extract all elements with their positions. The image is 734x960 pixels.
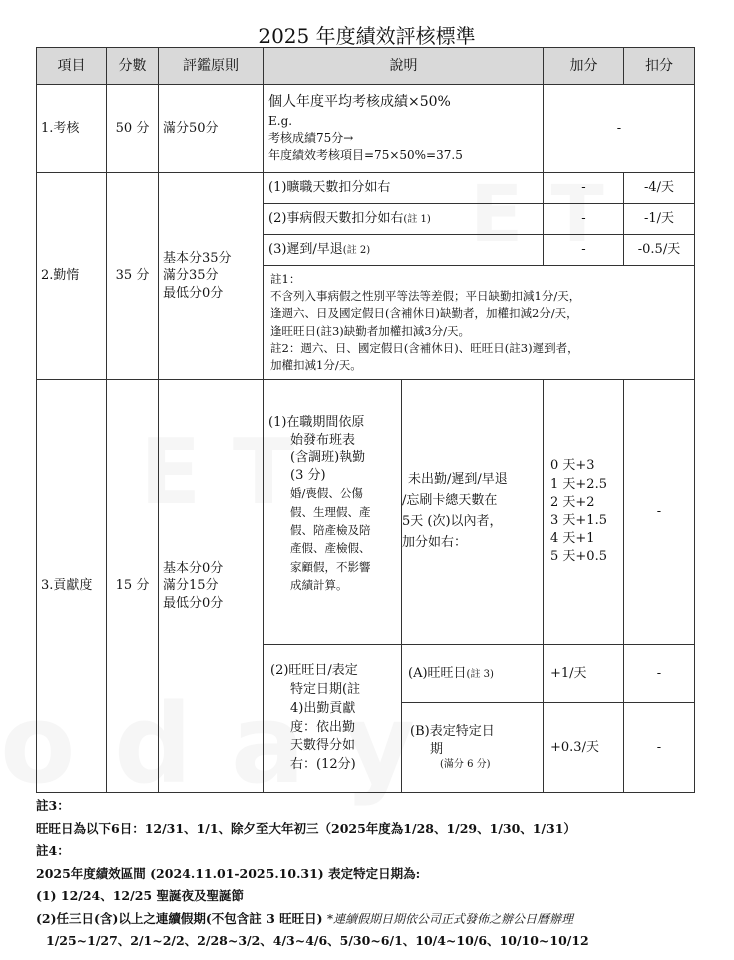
- subrow-label: [264, 204, 544, 235]
- minus-cell: -4/天: [624, 173, 695, 204]
- criteria-line: 天數得分如: [290, 738, 356, 754]
- criteria-line: (3 分): [290, 467, 326, 483]
- header-plus: 加分: [544, 48, 624, 85]
- header-minus: 扣分: [624, 48, 695, 85]
- note-line: 註2：週六、日、國定假日(含補休日)、旺旺日(註3)遲到者，: [270, 340, 579, 355]
- special-day-criteria: [264, 645, 402, 793]
- note-line: 註1：: [270, 271, 301, 286]
- exemption-line: 婚/喪假、公傷: [290, 486, 363, 501]
- criteria-line: 4)出勤貢獻: [290, 700, 356, 716]
- condition-line: 加分如右：: [402, 534, 468, 550]
- subrow-note: (註 1): [403, 214, 431, 226]
- note4-line: [36, 908, 716, 931]
- minus-cell: -: [624, 703, 695, 793]
- page-title: 2025 年度績效評核標準: [258, 24, 476, 48]
- score-cell: 50 分: [107, 85, 159, 173]
- score-cell: 15 分: [107, 380, 159, 793]
- desc-line: 年度績效考核項目=75×50%=37.5: [268, 148, 463, 163]
- plus-line: 5 天+0.5: [550, 549, 607, 565]
- plus-cell: -: [544, 204, 624, 235]
- header-principle: 評鑑原則: [159, 48, 264, 85]
- subrow-text: (2)事病假天數扣分如右: [268, 211, 404, 227]
- header-description: 說明: [264, 48, 544, 85]
- plus-cell: -: [544, 235, 624, 266]
- minus-cell: -1/天: [624, 204, 695, 235]
- scheduled-day-cell: [402, 703, 544, 793]
- note4-dates: 1/25~1/27、2/1~2/2、2/28~3/2、4/3~4/6、5/30~6/1、10/4~10/6、10/10~10/12: [46, 933, 589, 948]
- note3-title: 註3：: [36, 798, 70, 813]
- scheduled-label: 期: [430, 741, 444, 757]
- note4-line-text: (2)任三日(含)以上之連續假期(不包含註 3 旺旺日): [36, 910, 323, 926]
- item-cell: 3.貢獻度: [37, 380, 107, 793]
- criteria-line: 右：(12分): [290, 757, 356, 773]
- principle-line: 滿分35分: [163, 268, 219, 284]
- note-line: 加權扣減1分/天。: [270, 358, 362, 372]
- principle-line: 滿分15分: [163, 578, 219, 594]
- note4-line-remark: *連續假期日期依公司正式發佈之辦公日曆辦理: [326, 911, 573, 926]
- subrow-label: [264, 235, 544, 266]
- item-cell: 2.勤惰: [37, 173, 107, 380]
- criteria-line: 度：依出勤: [290, 719, 356, 735]
- note3-text: 旺旺日為以下6日：12/31、1/1、除夕至大年初三（2025年度為1/28、1/29、1/30、1/31）: [36, 820, 576, 836]
- subrow-label: [264, 173, 544, 204]
- plus-line: 2 天+2: [550, 494, 595, 510]
- exemption-line: 產假、產檢假、: [290, 541, 371, 556]
- condition-line: 5天 (次)以內者，: [402, 514, 503, 529]
- note4-line: 2025年度績效區間 (2024.11.01-2025.10.31) 表定特定日期為:: [36, 865, 421, 881]
- wangwang-day-cell: [402, 645, 544, 703]
- scheduled-note: (滿分 6 分): [440, 759, 491, 771]
- item-cell: 1.考核: [37, 85, 107, 173]
- wangwang-note: (註 3): [466, 668, 494, 680]
- minus-cell: -0.5/天: [624, 235, 695, 266]
- criteria-table: [36, 47, 695, 793]
- attendance-criteria: [264, 380, 402, 645]
- table-row: [37, 173, 695, 204]
- desc-line: 考核成績75分→: [268, 130, 354, 145]
- note4-line: (1) 12/24、12/25 聖誕夜及聖誕節: [36, 888, 244, 903]
- subrow-text: (1)曠職天數扣分如右: [268, 180, 391, 196]
- note4-title: 註4：: [36, 843, 70, 858]
- note-line: 不含列入事病假之性別平等法等差假；平日缺勤扣減1分/天，: [270, 289, 581, 303]
- condition-line: /忘刷卡總天數在: [402, 493, 498, 509]
- plus-cell: +0.3/天: [544, 703, 624, 793]
- footnotes: [36, 795, 716, 953]
- principle-line: 基本分35分: [163, 250, 232, 266]
- exemption-line: 家顧假，不影響: [290, 559, 371, 574]
- principle-cell: [159, 380, 264, 793]
- criteria-line: 特定日期(註: [290, 681, 361, 697]
- desc-line: 個人年度平均考核成績×50%: [268, 94, 451, 111]
- header-row: [37, 48, 695, 85]
- criteria-line: (1)在職期間依原: [268, 415, 365, 430]
- description-cell: [264, 85, 544, 173]
- criteria-line: (2)旺旺日/表定: [270, 662, 358, 678]
- wangwang-label: (A)旺旺日: [408, 665, 467, 681]
- criteria-line: (含調班)執勤: [290, 450, 366, 466]
- exemption-line: 成績計算。: [290, 578, 348, 593]
- note-line: 逢週六、日及國定假日(含補休日)缺勤者，加權扣減2分/天，: [270, 306, 578, 321]
- plus-line: 1 天+2.5: [550, 476, 607, 492]
- principle-line: 最低分0分: [163, 595, 224, 611]
- table-row: [37, 85, 695, 173]
- plus-cell: [544, 380, 624, 645]
- principle-line: 最低分0分: [163, 285, 224, 301]
- header-item: 項目: [37, 48, 107, 85]
- criteria-line: 始發布班表: [290, 432, 356, 448]
- plus-cell: -: [544, 173, 624, 204]
- note-line: 逢旺旺日(註3)缺勤者加權扣減3分/天。: [270, 323, 470, 338]
- plus-line: 4 天+1: [550, 531, 595, 547]
- exemption-line: 假、生理假、產: [290, 504, 371, 519]
- principle-line: 基本分0分: [163, 560, 224, 576]
- subrow-note: (註 2): [342, 245, 371, 257]
- minus-cell: -: [624, 380, 695, 645]
- desc-line: E.g.: [268, 113, 293, 128]
- scheduled-label: (B)表定特定日: [410, 724, 495, 740]
- exemption-line: 假、陪產檢及陪: [290, 522, 371, 537]
- score-cell: 35 分: [107, 173, 159, 380]
- bonus-condition: [402, 380, 544, 645]
- subrow-text: (3)遲到/早退: [268, 242, 343, 258]
- principle-cell: [159, 173, 264, 380]
- condition-line: 未出勤/遲到/早退: [408, 472, 508, 488]
- minus-cell: -: [624, 645, 695, 703]
- table-row: [37, 380, 695, 645]
- plus-line: 3 天+1.5: [550, 513, 607, 528]
- principle-cell: 滿分50分: [159, 85, 264, 173]
- header-score: 分數: [107, 48, 159, 85]
- merged-score-cell: -: [544, 85, 695, 173]
- plus-cell: +1/天: [544, 645, 624, 703]
- footnote-cell: [264, 266, 695, 380]
- plus-line: 0 天+3: [550, 458, 595, 474]
- leave-exemptions: [268, 484, 397, 594]
